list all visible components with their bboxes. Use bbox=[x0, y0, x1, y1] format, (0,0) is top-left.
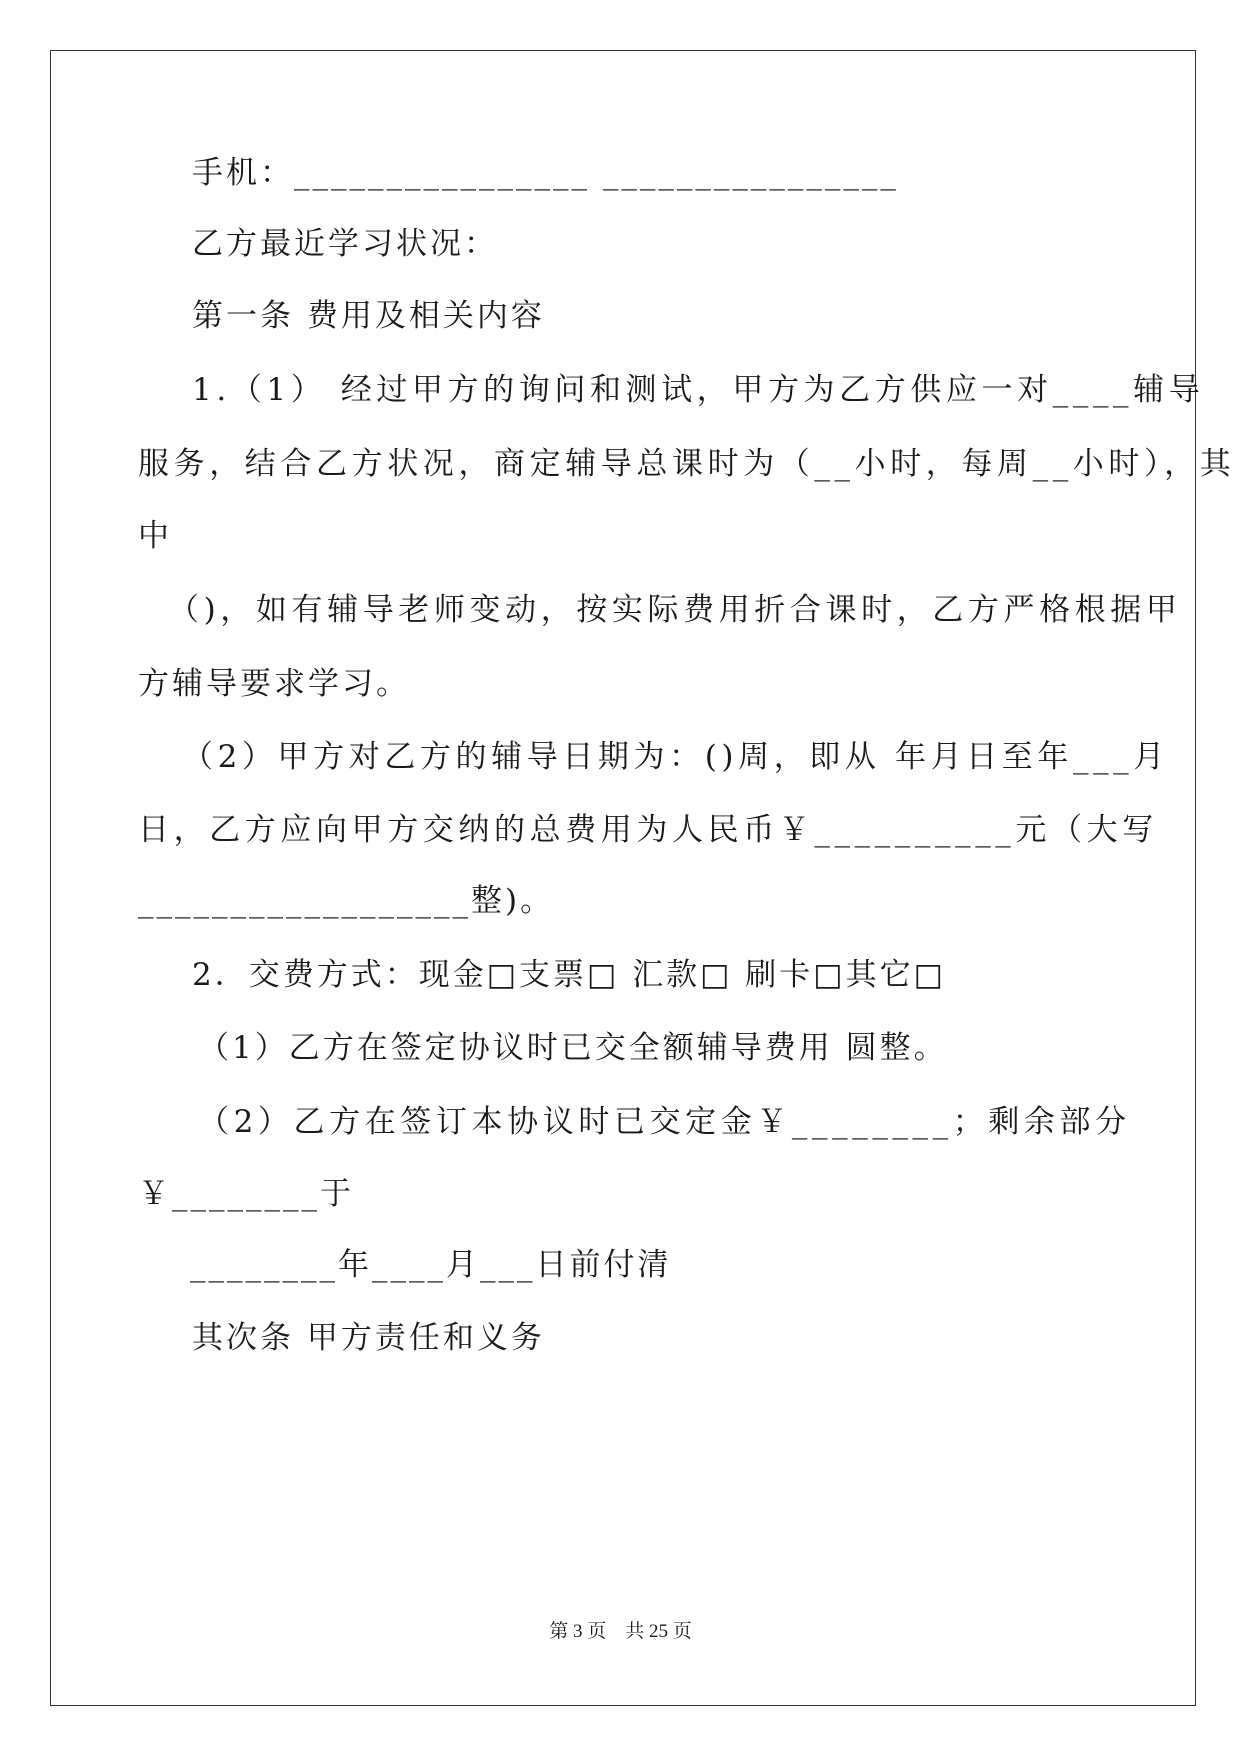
clause-1-1-line-5: 方辅导要求学习。 bbox=[138, 666, 410, 702]
page-number-footer: 第 3 页 共 25 页 bbox=[549, 1621, 692, 1642]
article-two-heading: 其次条 甲方责任和义务 bbox=[192, 1320, 545, 1356]
clause-1-1-line-2: 服务，结合乙方状况，商定辅导总课时为（__小时，每周__小时），其 bbox=[138, 446, 1236, 482]
payment-method-line: 2．交费方式：现金□支票□ 汇款□ 刷卡□其它□ bbox=[192, 957, 946, 993]
payment-option-2-line-1: （2）乙方在签订本协议时已交定金￥________；剩余部分 bbox=[198, 1104, 1131, 1140]
payment-due-date-line: ________年____月___日前付清 bbox=[190, 1247, 672, 1283]
payment-option-2-line-2: ￥________于 bbox=[138, 1176, 354, 1212]
clause-1-2-line-1: （2）甲方对乙方的辅导日期为：()周，即从 年月日至年___月 bbox=[182, 739, 1169, 775]
clause-1-2-line-2: 日，乙方应向甲方交纳的总费用为人民币￥__________元（大写 bbox=[138, 812, 1158, 848]
clause-1-1-line-1: 1.（1） 经过甲方的询问和测试，甲方为乙方供应一对____辅导 bbox=[192, 372, 1205, 408]
clause-1-2-line-3: __________________整)。 bbox=[138, 883, 555, 919]
clause-1-1-line-3: 中 bbox=[138, 518, 172, 554]
student-status-line: 乙方最近学习状况： bbox=[192, 226, 498, 262]
phone-line: 手机：________________ ________________ bbox=[192, 155, 899, 191]
payment-option-1: （1）乙方在签定协议时已交全额辅导费用 圆整。 bbox=[198, 1030, 948, 1066]
article-one-heading: 第一条 费用及相关内容 bbox=[192, 298, 545, 334]
clause-1-1-line-4: （)，如有辅导老师变动，按实际费用折合课时，乙方严格根据甲 bbox=[168, 592, 1182, 628]
